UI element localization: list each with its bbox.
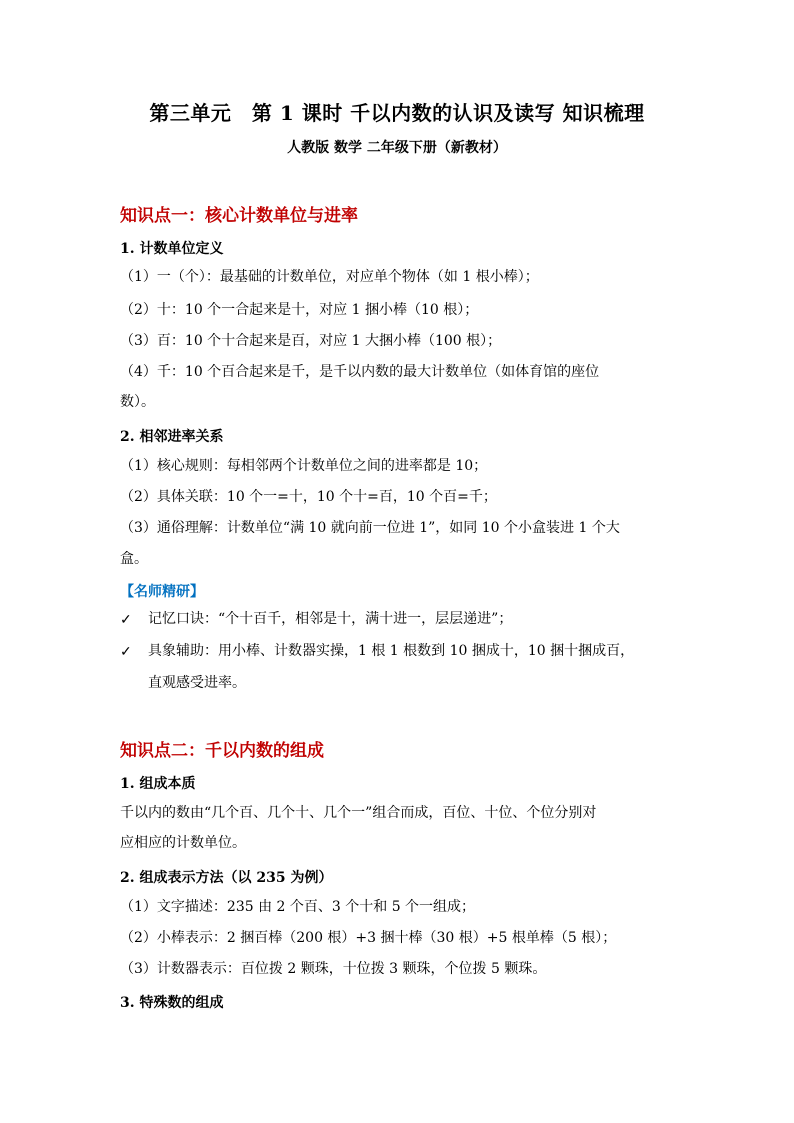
section-1-sub1-line-3: （3）百：10 个十合起来是百，对应 1 大捆小棒（100 根）； [120,333,502,349]
section-2-heading: 知识点二：千以内数的组成 [120,741,324,761]
section-2-sub1-line-1: 千以内的数由“几个百、几个十、几个一”组合而成，百位、十位、个位分别对 [120,805,597,821]
section-1-sub1-line-1: （1）一（个）：最基础的计数单位，对应单个物体（如 1 根小棒）； [120,269,539,285]
section-2-sub2-line-3: （3）计数器表示：百位拨 2 颗珠，十位拨 3 颗珠，个位拨 5 颗珠。 [120,961,547,977]
section-1-sub1-line-4: （4）千：10 个百合起来是千，是千以内数的最大计数单位（如体育馆的座位 [120,364,600,380]
check-icon: ✓ [120,644,132,660]
check-icon: ✓ [120,612,132,628]
tip-item-2: 具象辅助：用小棒、计数器实操，1 根 1 根数到 10 捆成十，10 捆十捆成百， [148,643,635,659]
section-1-sub1-line-5: 数）。 [120,394,155,410]
section-1-heading: 知识点一：核心计数单位与进率 [120,206,358,226]
section-2-sub3-title: 3. 特殊数的组成 [120,995,224,1011]
section-1-sub2-line-3: （3）通俗理解：计数单位“满 10 就向前一位进 1”，如同 10 个小盒装进 1 个大 [120,520,620,536]
tip-item-1: 记忆口诀：“个十百千，相邻是十，满十进一，层层递进”； [148,611,513,627]
section-1-sub2-line-1: （1）核心规则：每相邻两个计数单位之间的进率都是 10； [120,458,488,474]
section-1-sub1-line-2: （2）十：10 个一合起来是十，对应 1 捆小棒（10 根）； [120,302,479,318]
section-2-sub2-line-1: （1）文字描述：235 由 2 个百、3 个十和 5 个一组成； [120,899,476,915]
section-2-sub1-line-2: 应相应的计数单位。 [120,835,246,851]
section-2-sub2-title: 2. 组成表示方法（以 235 为例） [120,870,333,886]
section-1-sub1-title: 1. 计数单位定义 [120,241,224,257]
tip-item-2-continued: 直观感受进率。 [148,675,246,691]
tip-label: 【名师精研】 [120,584,204,600]
page-subtitle: 人教版 数学 二年级下册（新教材） [287,140,507,156]
section-1-sub2-line-2: （2）具体关联：10 个一=十，10 个十=百，10 个百=千； [120,489,497,505]
page-title: 第三单元 第 1 课时 千以内数的认识及读写 知识梳理 [149,101,645,125]
section-1-sub2-line-4: 盒。 [120,551,148,567]
section-2-sub2-line-2: （2）小棒表示：2 捆百棒（200 根）+3 捆十棒（30 根）+5 根单棒（5 根）； [120,930,617,946]
section-1-sub2-title: 2. 相邻进率关系 [120,429,224,445]
section-2-sub1-title: 1. 组成本质 [120,776,196,792]
